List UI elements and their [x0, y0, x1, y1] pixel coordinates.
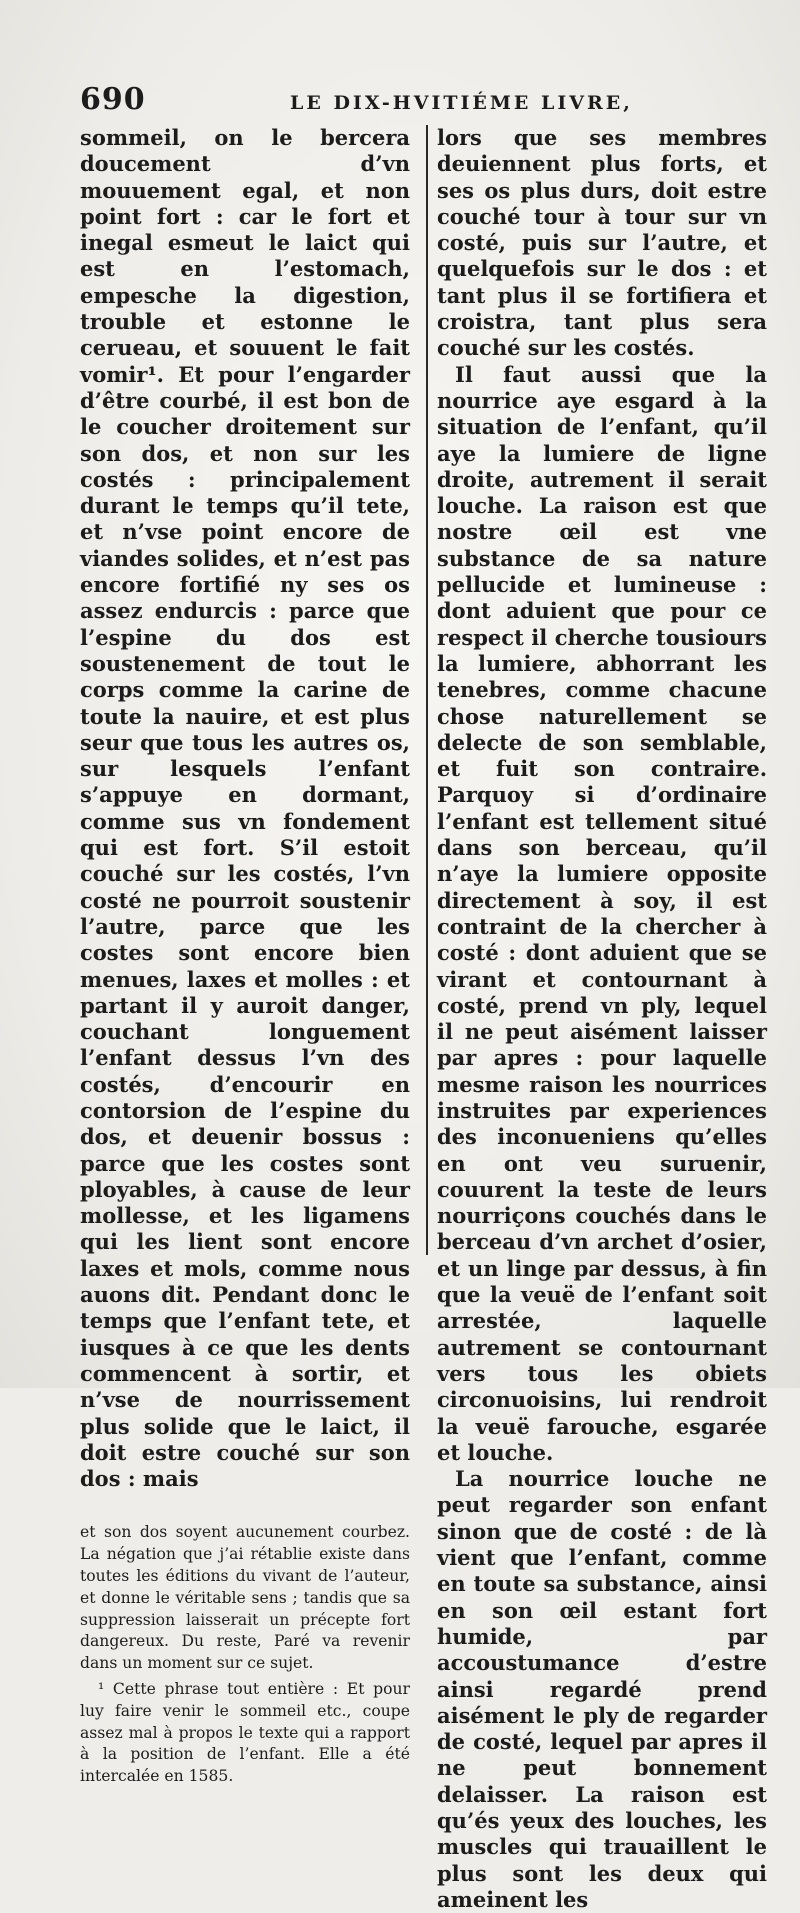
running-title: LE DIX-HVITIÉME LIVRE, — [290, 92, 633, 114]
right-column — [437, 125, 767, 1913]
page-header — [80, 82, 770, 122]
footnote-1: ¹ Cette phrase tout entière : Et pour luy faire venir le sommeil etc., coupe assez mal à propos le texte qui a rapport à la position de l’enfant. Elle a été intercalée en 1585. — [80, 1680, 410, 1786]
right-paragraph-3: La nourrice louche ne peut regarder son enfant sinon que de costé : de là vient que l’enfant, comme en toute sa substance, ainsi en son œil estant fort humide, par accoustumance d’estre ainsi regardé prend aisément le ply de regarder de costé, lequel par apres il ne peut bonnement delaisser. La raison est qu’és yeux des louches, les muscles qui trauaillent le plus sont les deux qui ameinent les — [437, 1466, 767, 1912]
right-paragraph-2: Il faut aussi que la nourrice aye esgard à la situation de l’enfant, qu’il aye la lumiere de ligne droite, autrement il serait louche. La raison est que nostre œil est vne substance de sa nature pellucide et lumineuse : dont aduient que pour ce respect il cherche tousiours la lumiere, abhorrant les tenebres, comme chacune chose naturellement se delecte de son semblable, et fuit son contraire. Parquoy si d’ordinaire l’enfant est tellement situé dans son berceau, qu’il n’aye la lumiere opposite directement à soy, il est contraint de la chercher à costé : dont aduient que se virant et contournant à costé, prend vn ply, lequel il ne peut aisément laisser par apres : pour laquelle mesme raison les nourrices instruites par experiences des inconueniens qu’elles en ont veu suruenir, couurent la teste de leurs nourriçons couchés dans le berceau d’vn archet d’osier, et un linge par dessus, à fin que la veuë de l’enfant soit arrestée, laquelle autrement se contournant vers tous les obiets circonuoisins, lui rendroit la veuë farouche, esgarée et louche. — [437, 361, 767, 1465]
footnote-continuation: et son dos soyent aucunement courbez. La négation que j’ai rétablie existe dans toutes les éditions du vivant de l’auteur, et donne le véritable sens ; tandis que sa suppression laisserait un précepte fort dangereux. Du reste, Paré va revenir dans un moment sur ce sujet. — [80, 1523, 410, 1673]
left-body-text: sommeil, on le bercera doucement d’vn mouuement egal, et non point fort : car le fort et inegal esmeut le laict qui est en l’estomach, empesche la digestion, trouble et estonne le cerueau, et souuent le fait vomir¹. Et pour l’engarder d’être courbé, il est bon de le coucher droitement sur son dos, et non sur les costés : principalement durant le temps qu’il tete, et n’vse point encore de viandes solides, et n’est pas encore fortifié ny ses os assez endurcis : parce que l’espine du dos est soustenement de tout le corps comme la carine de toute la nauire, et est plus seur que tous les autres os, sur lesquels l’enfant s’appuye en dormant, comme sus vn fondement qui est fort. S’il estoit couché sur les costés, l’vn costé ne pourroit soustenir l’autre, parce que les costes sont encore bien menues, laxes et molles : et partant il y auroit danger, couchant longuement l’enfant dessus l’vn des costés, d’encourir en contorsion de l’espine du dos, et deuenir bossus : parce que les costes sont ployables, à cause de leur mollesse, et les ligamens qui les lient sont encore laxes et mols, comme nous auons dit. Pendant donc le temps que l’enfant tete, et iusques à ce que les dents commencent à sortir, et n’vse de nourrissement plus solide que le laict, il doit estre couché sur son dos : mais — [80, 125, 410, 1492]
footnotes — [80, 1522, 410, 1788]
left-column — [80, 125, 410, 1792]
column-divider — [426, 125, 428, 1255]
page-number: 690 — [80, 82, 146, 117]
right-paragraph-1: lors que ses membres deuiennent plus forts, et ses os plus durs, doit estre couché tour à tour sur vn costé, puis sur l’autre, et quelquefois sur le dos : et tant plus il se fortifiera et croistra, tant plus sera couché sur les costés. — [437, 125, 767, 361]
